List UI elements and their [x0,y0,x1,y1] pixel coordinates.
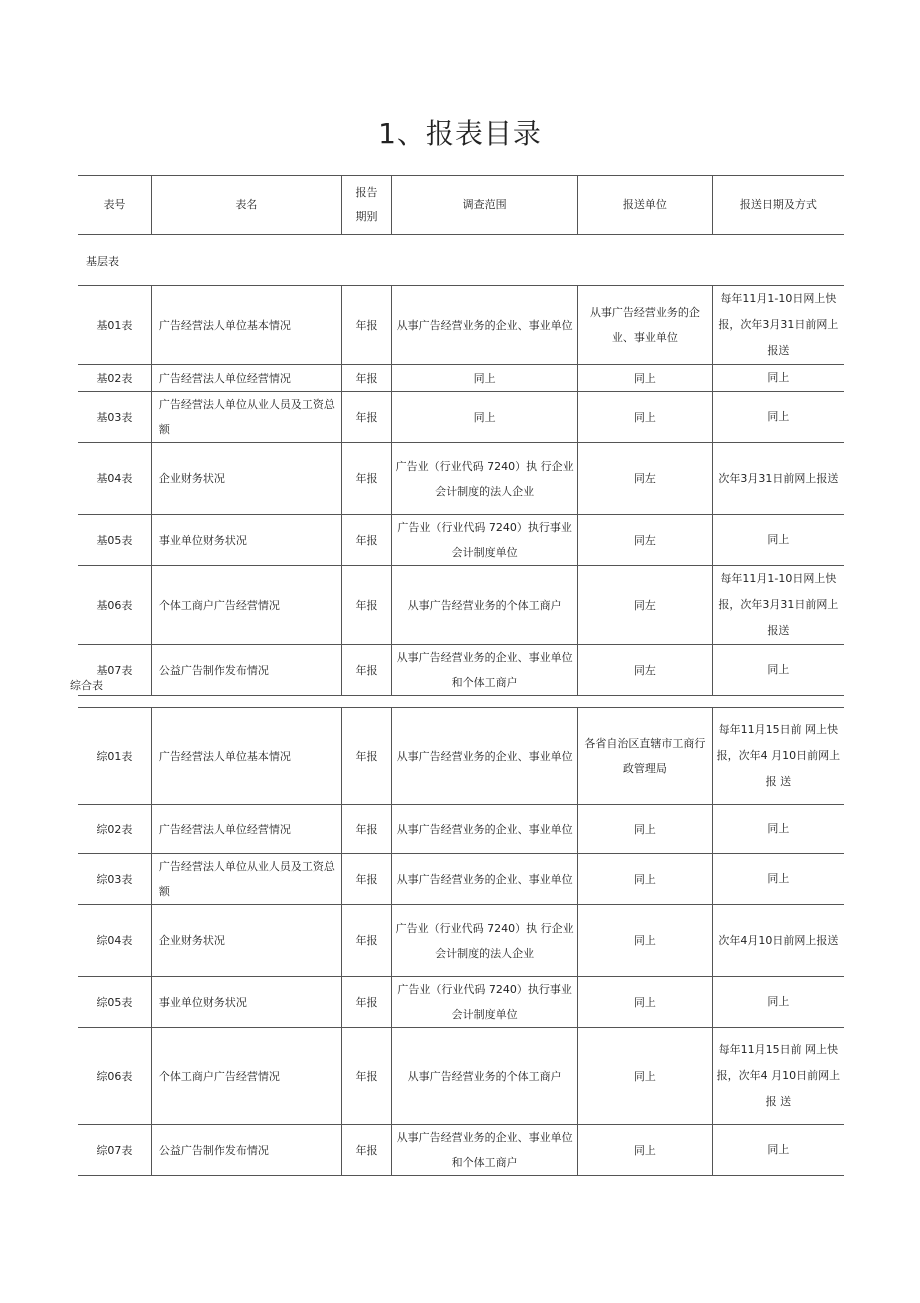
table-scope: 从事广告经营业务的个体工商户 [392,1028,578,1125]
table-code: 基05表 [78,515,151,566]
table-code: 综02表 [78,805,151,854]
table-date: 同上 [712,392,844,443]
table-code: 基07表 [78,645,151,696]
table-scope: 从事广告经营业务的企业、事业单位 [392,286,578,365]
table-row [78,905,844,977]
header-name: 表名 [151,176,341,235]
table-unit: 同上 [578,1028,713,1125]
table-code: 基02表 [78,365,151,392]
table-name: 广告经营法人单位基本情况 [151,286,341,365]
table-name: 广告经营法人单位从业人员及工资总额 [151,392,341,443]
table-code: 基03表 [78,392,151,443]
table-unit: 同上 [578,805,713,854]
table-scope: 从事广告经营业务的企业、事业单位 [392,854,578,905]
table-period: 年报 [341,645,391,696]
table-period: 年报 [341,515,391,566]
table-period: 年报 [341,1125,391,1176]
table-date: 每年11月15日前 网上快报，次年4 月10日前网上报 送 [712,1028,844,1125]
table-date: 每年11月15日前 网上快报，次年4 月10日前网上报 送 [712,708,844,805]
header-unit: 报送单位 [578,176,713,235]
table-unit: 同上 [578,392,713,443]
table-code: 基01表 [78,286,151,365]
table-name: 广告经营法人单位经营情况 [151,365,341,392]
table-row [78,708,844,805]
table-scope: 从事广告经营业务的企业、事业单位和个体工商户 [392,1125,578,1176]
table-code: 综05表 [78,977,151,1028]
table-unit: 同上 [578,854,713,905]
table-date: 次年4月10日前网上报送 [712,905,844,977]
table-name: 事业单位财务状况 [151,977,341,1028]
table-date: 次年3月31日前网上报送 [712,443,844,515]
table-scope: 广告业（行业代码 7240）执 行企业会计制度的法人企业 [392,443,578,515]
table-date: 同上 [712,515,844,566]
table-date: 每年11月1-10日网上快报，次年3月31日前网上报送 [712,566,844,645]
table-date: 每年11月1-10日网上快报，次年3月31日前网上报送 [712,286,844,365]
table-date: 同上 [712,365,844,392]
header-code: 表号 [78,176,151,235]
table-code: 综06表 [78,1028,151,1125]
table-unit: 从事广告经营业务的企业、事业单位 [578,286,713,365]
table-name: 公益广告制作发布情况 [151,1125,341,1176]
table-code: 综04表 [78,905,151,977]
table-code: 基04表 [78,443,151,515]
table-row [78,805,844,854]
table-scope: 同上 [392,365,578,392]
table-period: 年报 [341,1028,391,1125]
table-unit: 同左 [578,515,713,566]
page-title: 1、报表目录 [378,117,542,150]
table-row [78,1028,844,1125]
table-period: 年报 [341,443,391,515]
table-row [78,392,844,443]
table-unit: 同上 [578,905,713,977]
table-name: 公益广告制作发布情况 [151,645,341,696]
table-scope: 从事广告经营业务的企业、事业单位和个体工商户 [392,645,578,696]
table-date: 同上 [712,1125,844,1176]
table-scope: 广告业（行业代码 7240）执行事业会计制度单位 [392,515,578,566]
base-table [78,285,844,696]
section-label-base: 基层表 [86,255,119,268]
table-period: 年报 [341,365,391,392]
table-unit: 同上 [578,365,713,392]
table-row [78,286,844,365]
table-scope: 从事广告经营业务的个体工商户 [392,566,578,645]
table-unit: 同上 [578,977,713,1028]
table-unit: 各省自治区直辖市工商行政管理局 [578,708,713,805]
table-row [78,1125,844,1176]
header-date: 报送日期及方式 [712,176,844,235]
table-period: 年报 [341,854,391,905]
table-name: 广告经营法人单位从业人员及工资总额 [151,854,341,905]
table-code: 综01表 [78,708,151,805]
table-name: 个体工商户广告经营情况 [151,1028,341,1125]
table-period: 年报 [341,905,391,977]
header-period: 报告期别 [341,176,391,235]
table-date: 同上 [712,977,844,1028]
table-row [78,566,844,645]
table-row [78,443,844,515]
table-name: 广告经营法人单位基本情况 [151,708,341,805]
table-period: 年报 [341,708,391,805]
table-period: 年报 [341,805,391,854]
table-name: 个体工商户广告经营情况 [151,566,341,645]
table-date: 同上 [712,645,844,696]
table-unit: 同左 [578,443,713,515]
table-name: 事业单位财务状况 [151,515,341,566]
table-scope: 从事广告经营业务的企业、事业单位 [392,708,578,805]
table-unit: 同左 [578,645,713,696]
table-date: 同上 [712,805,844,854]
table-period: 年报 [341,286,391,365]
table-row [78,977,844,1028]
table-code: 综03表 [78,854,151,905]
table-unit: 同上 [578,1125,713,1176]
table-scope: 广告业（行业代码 7240）执 行企业会计制度的法人企业 [392,905,578,977]
table-date: 同上 [712,854,844,905]
table-period: 年报 [341,566,391,645]
table-scope: 广告业（行业代码 7240）执行事业会计制度单位 [392,977,578,1028]
table-code: 基06表 [78,566,151,645]
table-period: 年报 [341,977,391,1028]
header-table [78,175,844,235]
header-scope: 调查范围 [392,176,578,235]
section-label-combined: 综合表 [70,679,103,692]
table-name: 企业财务状况 [151,443,341,515]
table-name: 企业财务状况 [151,905,341,977]
table-row [78,515,844,566]
table-code: 综07表 [78,1125,151,1176]
table-scope: 同上 [392,392,578,443]
table-row [78,645,844,696]
table-period: 年报 [341,392,391,443]
table-name: 广告经营法人单位经营情况 [151,805,341,854]
table-scope: 从事广告经营业务的企业、事业单位 [392,805,578,854]
table-row [78,854,844,905]
table-unit: 同左 [578,566,713,645]
table-row [78,365,844,392]
combined-table [78,707,844,1176]
